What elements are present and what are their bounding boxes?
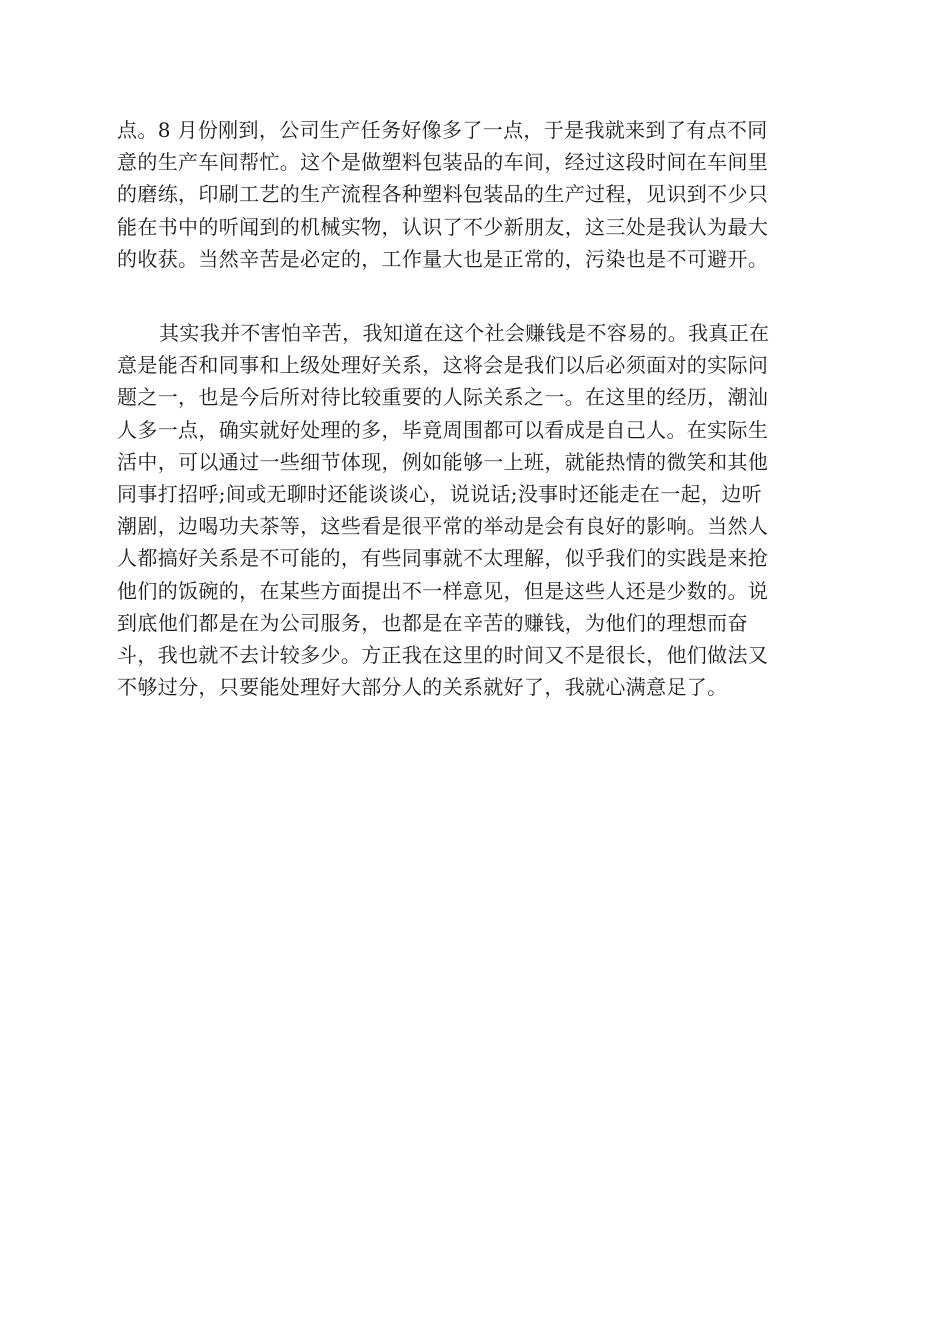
text-line: 其实我并不害怕辛苦，我知道在这个社会赚钱是不容易的。我真正在 — [159, 321, 770, 345]
text-line: 人多一点，确实就好处理的多，毕竟周围都可以看成是自己人。在实际生 — [117, 417, 769, 442]
text-line: 到底他们都是在为公司服务，也都是在辛苦的赚钱，为他们的理想而奋 — [117, 610, 748, 635]
text-line: 题之一，也是今后所对待比较重要的人际关系之一。在这里的经历，潮汕 — [117, 385, 769, 410]
text-line: 斗，我也就不去计较多少。方正我在这里的时间又不是很长，他们做法又 — [117, 642, 769, 667]
text-line: 潮剧，边喝功夫茶等，这些看是很平常的举动是会有良好的影响。当然人 — [117, 514, 769, 539]
text-line: 活中，可以通过一些细节体现，例如能够一上班，就能热情的微笑和其他 — [117, 449, 769, 474]
text-line: 不够过分，只要能处理好大部分人的关系就好了，我就心满意足了。 — [117, 675, 728, 700]
text-line: 人都搞好关系是不可能的，有些同事就不太理解，似乎我们的实践是来抢 — [117, 546, 769, 571]
text-line: 同事打招呼;间或无聊时还能谈谈心，说说话;没事时还能走在一起，边听 — [117, 481, 763, 506]
text-line: 的磨练，印刷工艺的生产流程各种塑料包装品的生产过程，见识到不少只 — [117, 182, 769, 207]
text-line: 意的生产车间帮忙。这个是做塑料包装品的车间，经过这段时间在车间里 — [117, 150, 769, 175]
text-line: 意是能否和同事和上级处理好关系，这将会是我们以后必须面对的实际问 — [117, 353, 769, 378]
paragraph-1 — [117, 114, 835, 275]
text-line: 能在书中的听闻到的机械实物，认识了不少新朋友，这三处是我认为最大 — [117, 214, 769, 239]
text-line: 他们的饭碗的，在某些方面提出不一样意见，但是这些人还是少数的。说 — [117, 578, 769, 603]
text-line: 点。8 月份刚到，公司生产任务好像多了一点，于是我就来到了有点不同 — [117, 118, 768, 142]
paragraph-2 — [117, 317, 835, 703]
text-line: 的收获。当然辛苦是必定的，工作量大也是正常的，污染也是不可避开。 — [117, 246, 769, 271]
